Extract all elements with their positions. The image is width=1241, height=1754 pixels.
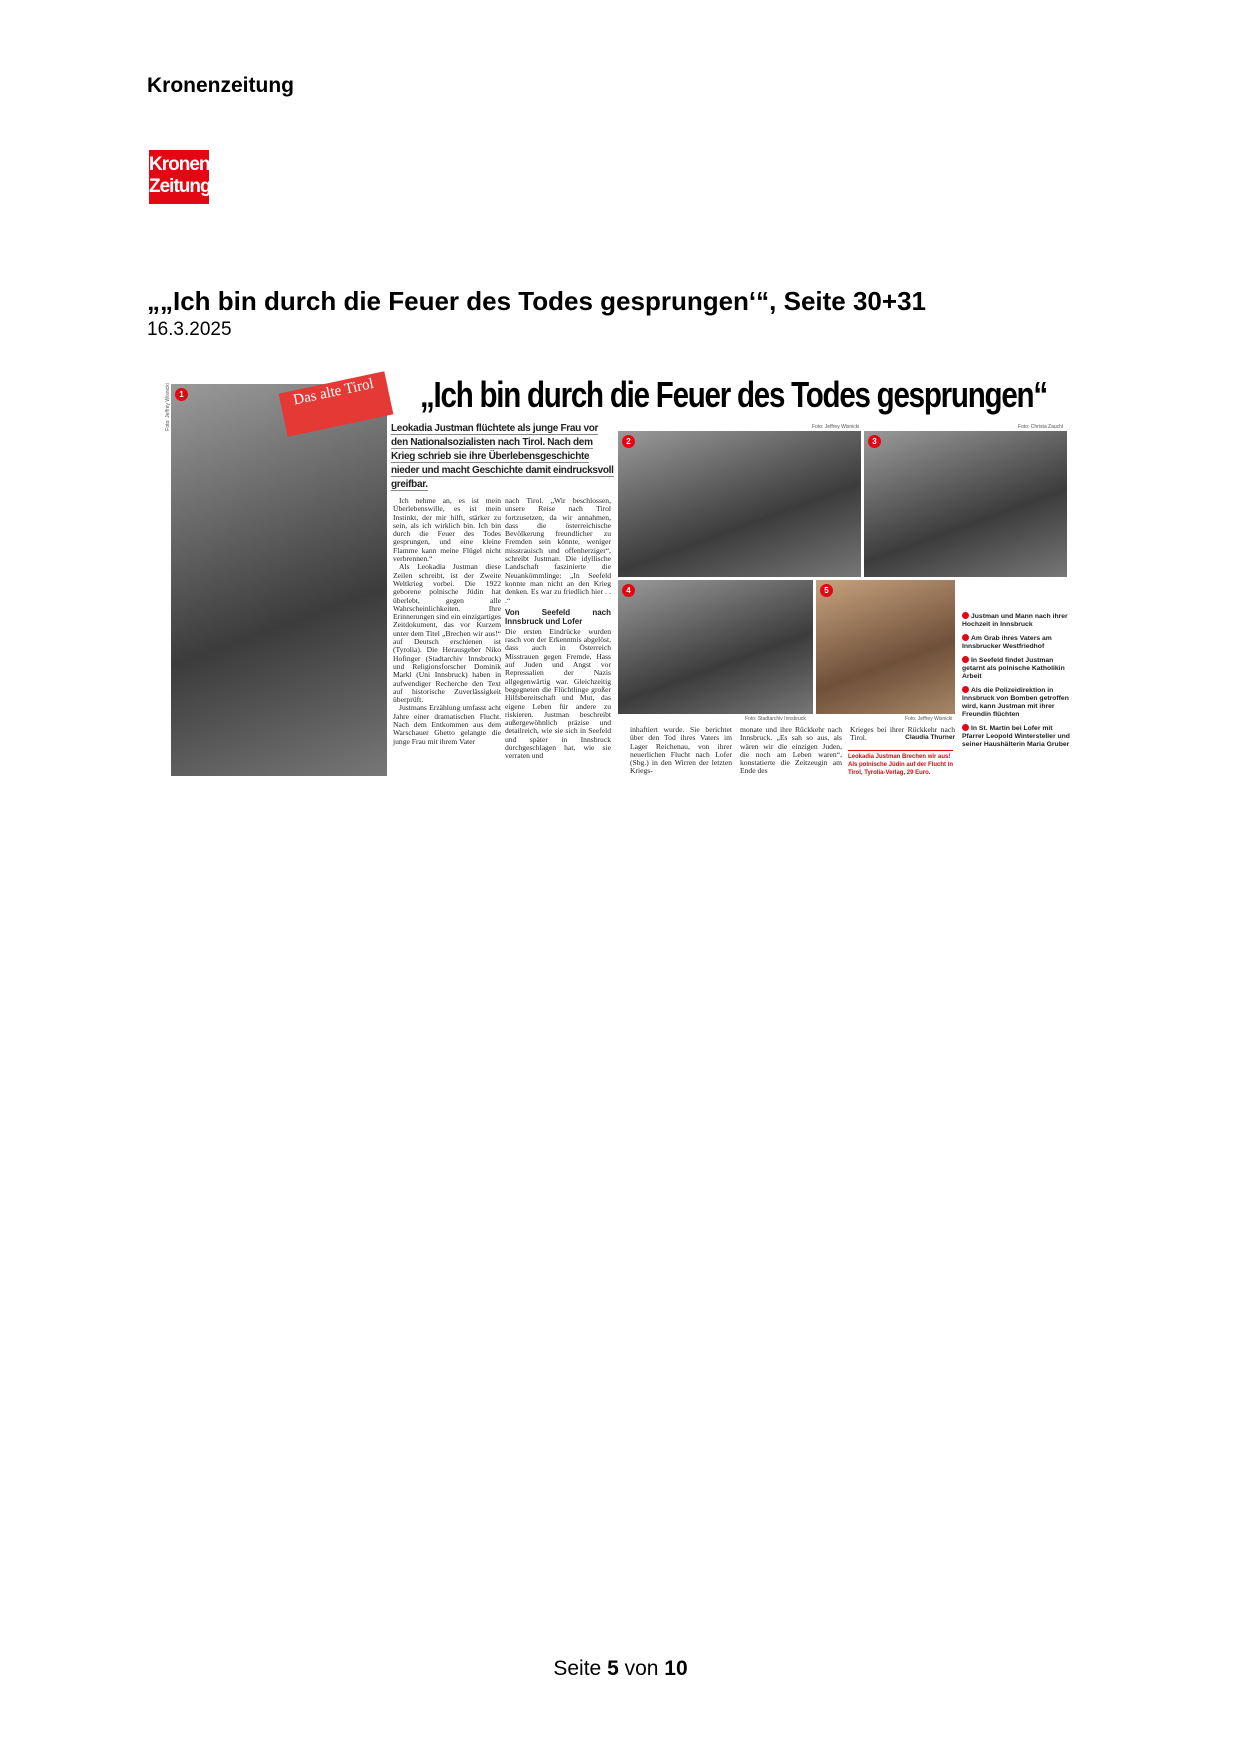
kronen-zeitung-logo: Kronen Zeitung (149, 150, 209, 204)
text-column-4: monate und ihre Rückkehr nach Innsbruck. „Es sah so aus, als wären wir die einzigen Juden, die noch am Leben waren“, konstatierte die Zeitzeugin am Ende des (740, 725, 842, 776)
lead-text: Leokadia Justman flüchtete als junge Frau vor den Nationalsozialisten nach Tirol. Nach dem Krieg schrieb sie ihre Überlebensgeschichte nieder und macht Geschichte damit eindrucksvoll greifbar. (391, 423, 614, 490)
caption-text: Als die Polizeidirektion in Innsbruck von Bomben getroffen wird, kann Justman mit ihrer Freundin flüchten (962, 687, 1069, 718)
paragraph: Als Leokadia Justman diese Zeilen schreibt, ist der Zweite Weltkrieg vorbei. Die 1922 geborene polnische Jüdin hat überlebt, gegen alle Wahrscheinlichkeiten. Ihre Erinnerungen sind ein einzigartiges Zeitdokument, das vor Kurzem unter dem Titel „Brechen wir aus!“ auf Deutsch erschienen ist (Tyrolia). Die Herausgeber Niko Hofinger (Stadtarchiv Innsbruck) und Religionsforscher Dominik Markl (Uni Innsbruck) haben in aufwendiger Recherche den Text auf historische Zuverlässigkeit überprüft. (393, 562, 501, 705)
photo-2 (618, 431, 861, 577)
text-column-2 (505, 497, 611, 761)
photo-number: 2 (622, 435, 635, 448)
text-column-1 (393, 497, 501, 746)
article-date: 16.3.2025 (147, 319, 232, 340)
caption-5 (962, 724, 1072, 749)
paragraph: nach Tirol. „Wir beschlossen, unsere Reise nach Tirol fortzusetzen, da wir annahmen, dass die österreichische Bevölkerung freundlicher zu Fremden sein könnte, weniger misstrauisch und offenherziger“, schreibt Justman. Die idyllische Landschaft faszinierte die Neuankömmlinge: „In Seefeld konnte man nicht an den Krieg denken. Es war zu friedlich hier . . .“ (505, 496, 611, 605)
paragraph: Justmans Erzählung umfasst acht Jahre einer dramatischen Flucht. Nach dem Entkommen aus dem Warschauer Ghetto gelangte die junge Frau mit ihrem Vater (393, 703, 501, 746)
subheading: Von Seefeld nach Innsbruck und Lofer (505, 607, 611, 626)
caption-text: Justman und Mann nach ihrer Hochzeit in Innsbruck (962, 613, 1068, 628)
caption-3 (962, 656, 1072, 681)
photo-3 (864, 431, 1067, 577)
photo-credit: Foto: Jeffrey Wisnicki (165, 383, 171, 431)
photo-credit: Foto: Stadtarchiv Innsbruck (745, 716, 806, 722)
caption-1 (962, 612, 1072, 629)
clipping-headline: „Ich bin durch die Feuer des Todes gesprungen“ (420, 374, 1047, 415)
paragraph: Die ersten Eindrücke wurden rasch von der Erkenntnis abgelöst, dass auch in Österreich Misstrauen gegen Fremde, Hass auf Juden und Angst vor Repressalien der Nazis allgegenwärtig war. Gleichzeitig begegneten die Flüchtlinge großer Hilfsbereitschaft und Mut, das eigene Leben für andere zu riskieren. Justman beschreibt außergewöhnlich präzise und detailreich, wie sie sich in Seefeld und später in Innsbruck durchgeschlagen hat, wie sie verraten und (505, 626, 611, 761)
caption-2 (962, 634, 1072, 651)
article-title: „„Ich bin durch die Feuer des Todes gesprungen‘“, Seite 30+31 (147, 286, 926, 316)
paragraph: Ich nehme an, es ist mein Überlebenswille, es ist mein Instinkt, der mir hilft, stärker zu sein, als ich wirklich bin. Ich bin durch die Feuer des Todes gesprungen, und eine kleine Flamme kann meine Flügel nicht verbrennen.“ (393, 496, 501, 564)
caption-4 (962, 686, 1072, 719)
footer-middle: von (618, 1657, 665, 1680)
source-name: Kronenzeitung (147, 74, 294, 97)
photo-number: 1 (175, 388, 188, 401)
photo-credit: Foto: Jeffrey Wisnicki (905, 716, 953, 722)
photo-number: 5 (820, 584, 833, 597)
caption-text: Am Grab ihres Vaters am Innsbrucker Westfriedhof (962, 635, 1052, 650)
caption-text: In St. Martin bei Lofer mit Pfarrer Leopold Wintersteller und seiner Haushälterin Maria Gruber (962, 725, 1070, 748)
text-column-5 (850, 726, 955, 743)
clipping-lead (391, 422, 617, 492)
photo-number: 4 (622, 584, 635, 597)
photo-credit: Foto: Christa Zauchl (1018, 424, 1064, 430)
total-pages: 10 (664, 1657, 688, 1680)
page-footer (0, 1657, 1241, 1681)
book-info: Leokadia Justman Brechen wir aus! Als polnische Jüdin auf der Flucht in Tirol, Tyrolia-Verlag, 29 Euro. (848, 750, 953, 777)
banner-das-alte-tirol: Das alte Tirol (279, 371, 394, 436)
paragraph: Krieges bei ihrer Rückkehr nach Tirol. (850, 725, 955, 743)
photo-number: 3 (868, 435, 881, 448)
photo-credit: Foto: Jeffrey Wisnicki (812, 424, 860, 430)
photo-captions (962, 612, 1072, 754)
author: Claudia Thurner (905, 734, 955, 742)
photo-5 (816, 580, 955, 714)
photo-1 (171, 384, 387, 776)
photo-4 (618, 580, 813, 714)
footer-prefix: Seite (553, 1657, 608, 1680)
text-column-3: inhaftiert wurde. Sie berichtet über den Tod ihres Vaters im Lager Reichenau, von ihrer neuerlichen Flucht nach Lofer (Sbg.) in den Wirren der letzten Kriegs- (630, 725, 732, 776)
current-page: 5 (607, 1657, 619, 1680)
caption-text: In Seefeld findet Justman getarnt als polnische Katholikin Arbeit (962, 657, 1065, 680)
